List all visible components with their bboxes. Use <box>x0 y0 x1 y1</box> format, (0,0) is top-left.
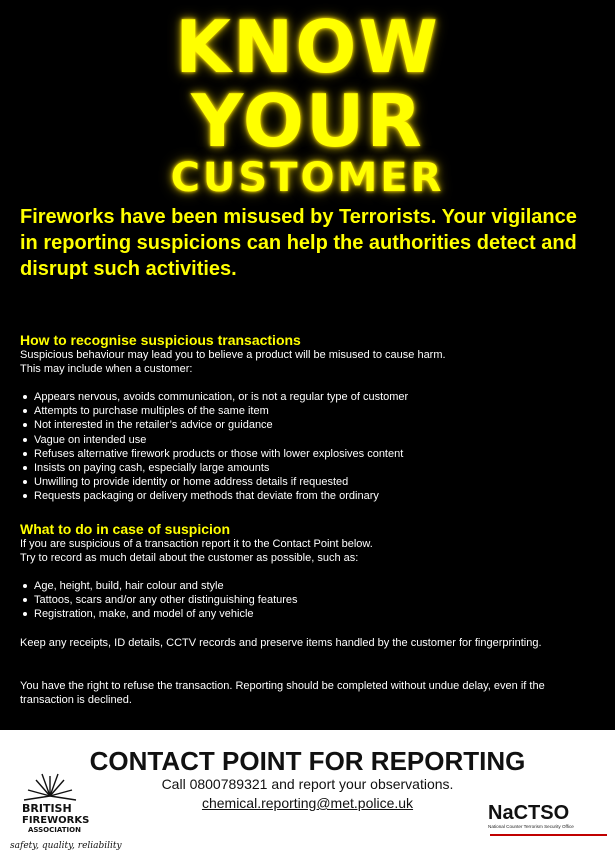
headline-know: KNOW <box>175 5 440 89</box>
nactso-subtitle: National Counter Terrorism Security Office <box>488 824 574 829</box>
list-item: Age, height, build, hair colour and style <box>20 579 600 593</box>
suspicion-intro-2: Try to record as much detail about the customer as possible, such as: <box>20 552 359 564</box>
list-item: Requests packaging or delivery methods that deviate from the ordinary <box>20 489 600 503</box>
list-item: Not interested in the retailer’s advice or guidance <box>20 418 600 432</box>
recognise-intro-2: This may include when a customer: <box>20 363 193 375</box>
list-item: Appears nervous, avoids communication, or is not a regular type of customer <box>20 390 600 404</box>
headline-customer: CUSTOMER <box>170 155 445 201</box>
list-item: Attempts to purchase multiples of the same item <box>20 404 600 418</box>
suspicious-behaviour-list <box>20 390 600 504</box>
nactso-accent-bar <box>490 834 607 836</box>
nactso-name: NaCTSO <box>488 802 570 824</box>
list-item: Registration, make, and model of any vehicle <box>20 607 600 621</box>
contact-email-link[interactable]: chemical.reporting@met.police.uk <box>201 795 414 811</box>
list-item: Insists on paying cash, especially large amounts <box>20 461 600 475</box>
firework-burst-icon <box>24 774 76 800</box>
bfa-line-1: BRITISH <box>22 802 72 815</box>
recognise-title: How to recognise suspicious transactions <box>20 332 301 348</box>
contact-title: CONTACT POINT FOR REPORTING <box>89 746 526 776</box>
british-fireworks-association-logo <box>8 770 138 855</box>
suspicion-title: What to do in case of suspicion <box>20 521 231 537</box>
nactso-logo <box>488 802 608 830</box>
suspicion-intro-1: If you are suspicious of a transaction report it to the Contact Point below. <box>20 538 373 550</box>
list-item: Unwilling to provide identity or home address details if requested <box>20 475 600 489</box>
list-item: Tattoos, scars and/or any other distinguishing features <box>20 593 600 607</box>
warning-statement: Fireworks have been misused by Terrorists. Your vigilance in reporting suspicions can help the authorities detect and disrupt such activities. <box>20 206 577 280</box>
bfa-line-2: FIREWORKS <box>22 815 90 826</box>
evidence-note: Keep any receipts, ID details, CCTV records and preserve items handled by the customer for fingerprinting. <box>20 637 542 649</box>
bfa-line-3: ASSOCIATION <box>28 826 81 834</box>
contact-phone: Call 0800789321 and report your observations. <box>161 776 454 792</box>
headline-your: YOUR <box>191 79 424 163</box>
list-item: Vague on intended use <box>20 433 600 447</box>
refusal-note: You have the right to refuse the transaction. Reporting should be completed without undue delay, even if the transaction is declined. <box>20 680 545 706</box>
bfa-tagline: safety, quality, reliability <box>10 841 122 851</box>
list-item: Refuses alternative firework products or those with lower explosives content <box>20 447 600 461</box>
customer-details-list <box>20 579 600 622</box>
recognise-intro-1: Suspicious behaviour may lead you to believe a product will be misused to cause harm. <box>20 349 446 361</box>
